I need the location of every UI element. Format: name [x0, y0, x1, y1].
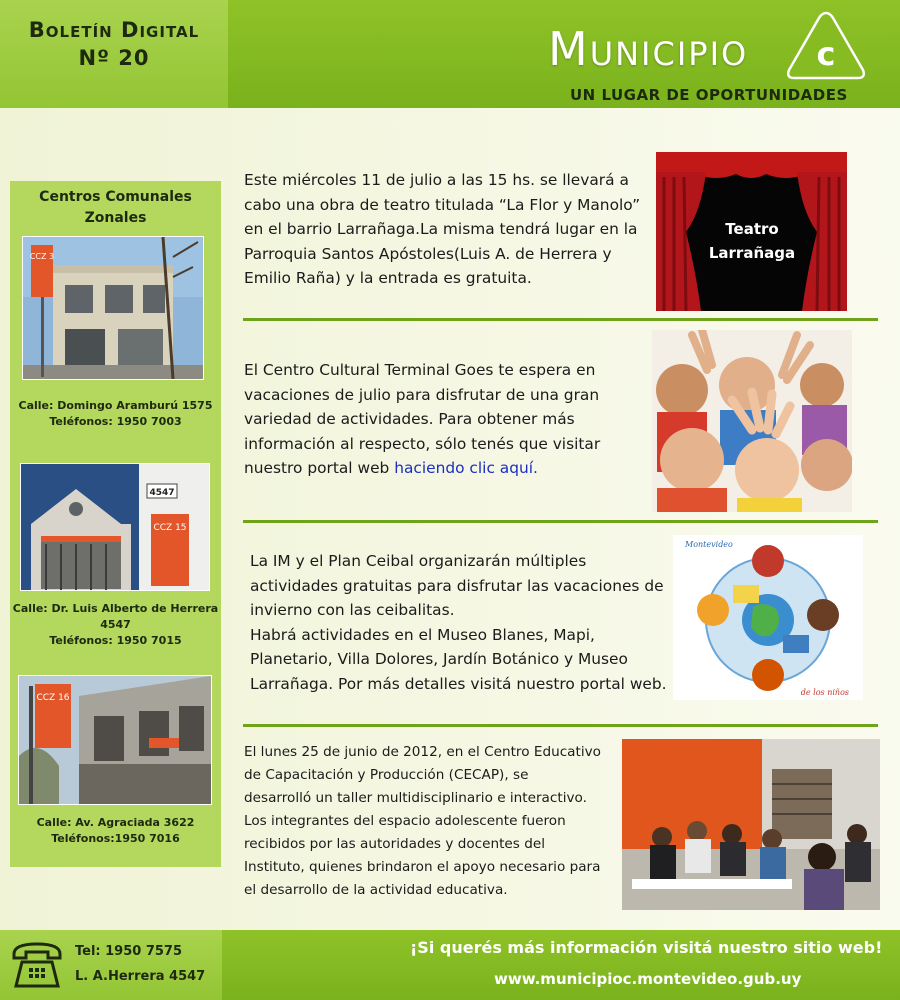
article-line: El Centro Cultural Terminal Goes te espera en — [244, 361, 596, 379]
ccz15-address-number: 4547 — [100, 618, 131, 631]
article-line: variedad de actividades. Para obtener más — [244, 410, 575, 428]
brand-name: Municipio — [548, 22, 749, 76]
phone-icon — [10, 940, 64, 990]
article-line-text: nuestro portal web — [244, 459, 395, 477]
article-cecap — [244, 741, 624, 902]
footer — [0, 930, 900, 1000]
article-line: Este miércoles 11 de julio a las 15 hs. se llevará a — [244, 171, 629, 189]
article-line: vacaciones de julio para disfrutar de una gran — [244, 385, 600, 404]
divider — [243, 318, 878, 321]
ccz16-sign-text: CCZ 16 — [36, 693, 70, 703]
logo-letter: c — [816, 35, 836, 73]
contact-panel — [0, 930, 222, 1000]
ccz15-sign-text: CCZ 15 — [153, 523, 187, 533]
children-image — [652, 330, 852, 512]
sidebar-ccz — [10, 181, 221, 867]
ceibal-bottom-label: de los niños — [800, 688, 849, 697]
cecap-workshop-image — [622, 739, 880, 910]
ccz15-plaque: 4547 — [149, 488, 175, 498]
theatre-label-2: Larrañaga — [708, 244, 796, 262]
ccz15-caption — [10, 601, 221, 649]
article-line: Instituto, quienes brindaron el apoyo necesario para — [244, 859, 601, 875]
ccz16-address: Calle: Av. Agraciada 3622 — [36, 816, 195, 829]
bulletin-panel — [0, 0, 228, 108]
article-line: Planetario, Villa Dolores, Jardín Botánico y Museo — [250, 650, 628, 668]
footer-address: L. A.Herrera 4547 — [75, 969, 206, 984]
ccz3-phone: Teléfonos: 1950 7003 — [49, 415, 182, 428]
article-line: El lunes 25 de junio de 2012, en el Centro Educativo — [244, 744, 601, 760]
article-line: Emilio Raña) y la entrada es gratuita. — [244, 269, 532, 287]
sidebar-title-line1: Centros Comunales — [39, 189, 192, 205]
theatre-label-1: Teatro — [725, 220, 779, 238]
footer-phone: Tel: 1950 7575 — [75, 944, 183, 959]
article-line: desarrolló un taller multidisciplinario e interactivo. — [244, 790, 587, 806]
ccz16-phone: Teléfonos:1950 7016 — [51, 832, 180, 845]
article-terminal-goes — [244, 358, 644, 481]
article-line: Habrá actividades en el Museo Blanes, Mapi, — [250, 625, 595, 644]
bulletin-title-line1: Boletín Digital — [28, 18, 200, 42]
ccz3-address: Calle: Domingo Aramburú 1575 — [18, 399, 213, 412]
article-ceibal — [250, 549, 670, 696]
article-line: el desarrollo de la actividad educativa. — [244, 882, 508, 898]
ceibal-image — [673, 535, 863, 700]
ccz3-caption — [10, 398, 221, 430]
tagline: UN LUGAR DE OPORTUNIDADES — [570, 86, 848, 104]
website-link[interactable]: www.municipioc.montevideo.gub.uy — [494, 970, 802, 988]
article-line: recibidos por las autoridades y docentes del — [244, 836, 545, 852]
ccz3-sign-text: CCZ 3 — [29, 252, 55, 261]
article-line: invierno con las ceibalitas. — [250, 601, 455, 619]
sidebar-title-line2: Zonales — [84, 210, 147, 226]
article-line: La IM y el Plan Ceibal organizarán múltiples — [250, 552, 587, 570]
divider — [243, 724, 878, 727]
article-line — [244, 456, 644, 481]
bulletin-number: Nº 20 — [78, 46, 150, 70]
footer-message: ¡Si querés más información visitá nuestro sitio web! — [410, 938, 883, 957]
divider — [243, 520, 878, 523]
ccz15-address: Calle: Dr. Luis Alberto de Herrera — [12, 602, 219, 615]
article-line: Los integrantes del espacio adolescente fueron — [244, 813, 566, 829]
ccz15-photo — [20, 463, 210, 591]
ccz15-phone: Teléfonos: 1950 7015 — [49, 634, 182, 647]
article-line: cabo una obra de teatro titulada “La Flor y Manolo” — [244, 195, 641, 214]
article-line: de Capacitación y Producción (CECAP), se — [244, 767, 529, 783]
ccz3-photo — [22, 236, 204, 380]
article-theatre — [244, 168, 646, 291]
article-line: en el barrio Larrañaga.La misma tendrá lugar en la — [244, 220, 638, 238]
article-line: información al respecto, sólo tenés que visitar — [244, 434, 601, 453]
ccz16-caption — [10, 815, 221, 847]
article-line: Parroquia Santos Apóstoles(Luis A. de Herrera y — [244, 244, 612, 263]
header — [0, 0, 900, 108]
sidebar-title — [10, 187, 221, 229]
municipio-logo-icon — [786, 10, 866, 82]
article-line: Larrañaga. Por más detalles visitá nuestro portal web. — [250, 674, 667, 693]
ccz16-photo — [18, 675, 212, 805]
theatre-image — [656, 152, 847, 311]
bulletin-title — [0, 16, 228, 72]
portal-link[interactable]: haciendo clic aquí. — [394, 459, 538, 477]
ceibal-top-label: Montevideo — [685, 540, 733, 549]
article-line: actividades gratuitas para disfrutar las vacaciones de — [250, 576, 664, 595]
